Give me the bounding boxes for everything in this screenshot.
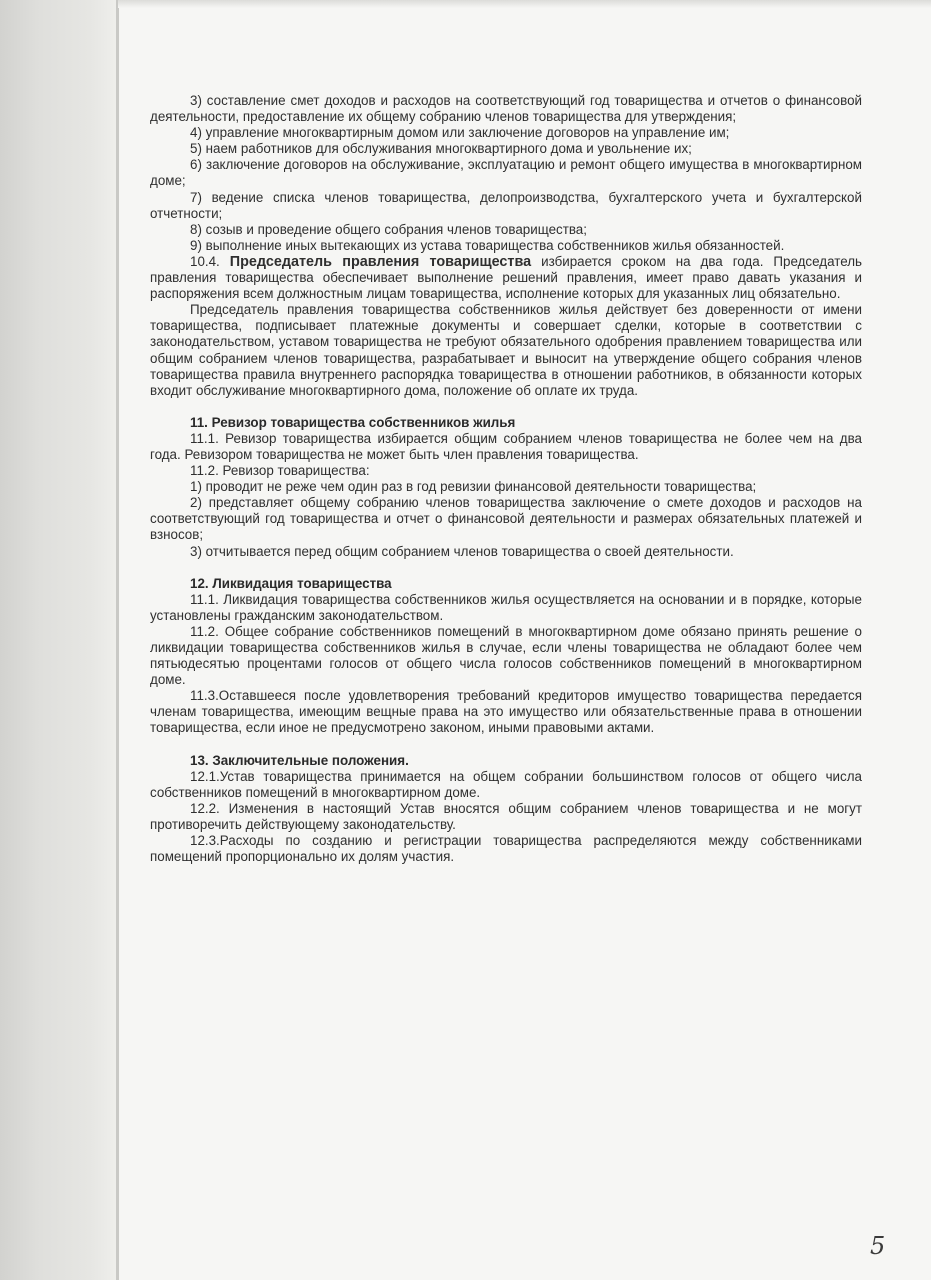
previous-page-edge xyxy=(116,0,119,1280)
item-11-2-1: 1) проводит не реже чем один раз в год ревизии финансовой деятельности товарищества; xyxy=(190,479,757,495)
item-10-3-4: 4) управление многоквартирным домом или заключение договоров на управление им; xyxy=(190,125,730,141)
item-10-3-9: 9) выполнение иных вытекающих из устава товарищества собственников жилья обязанностей. xyxy=(190,237,785,253)
binding-shadow xyxy=(0,0,118,1280)
clause-10-4-text: избирается сроком на два года. Председатель правления товарищества обеспечивает выполнение решений правления, имеет право давать указания и распоряжения всем должностным лицам товарищества, исполнение которых для указанных лиц обязательно. xyxy=(150,253,862,302)
item-10-3-7: 7) ведение списка членов товарищества, делопроизводства, бухгалтерского учета и бухгалтерской отчетности; xyxy=(150,189,862,221)
clause-11-1: 11.1. Ревизор товарищества избирается общим собранием членов товарищества не более чем на два года. Ревизором товарищества не может быть член правления товарищества. xyxy=(150,430,862,462)
clause-10-4-para2: Председатель правления товарищества собственников жилья действует без доверенности от имени товарищества, подписывает платежные документы и совершает сделки, которые в соответствии с законодательством, уставом товарищества не требуют обязательного одобрения правлением товарищества или общим собранием членов товарищества, разрабатывает и выносит на утверждение общего собрания членов товарищества правила внутреннего распорядка товарищества в отношении работников, в обязанности которых входит обслуживание многоквартирного дома, положение об оплате их труда. xyxy=(150,302,862,398)
clause-11-2: 11.2. Ревизор товарищества: xyxy=(190,463,370,479)
clause-10-4 xyxy=(150,254,862,302)
clause-10-4-number: 10.4. xyxy=(190,253,220,269)
item-10-3-5: 5) наем работников для обслуживания многоквартирного дома и увольнение их; xyxy=(190,141,692,157)
clause-13-3: 12.3.Расходы по созданию и регистрации товарищества распределяются между собственниками помещений пропорционально их долям участия. xyxy=(150,833,862,865)
clause-13-1: 12.1.Устав товарищества принимается на общем собрании большинством голосов от общего числа собственников помещений в многоквартирном доме. xyxy=(150,768,862,800)
clause-10-4-lead: Председатель правления товарищества xyxy=(229,253,532,270)
item-11-2-2: 2) представляет общему собранию членов товарищества заключение о смете доходов и расходов на соответствующий год товарищества и отчет о финансовой деятельности и размерах обязательных платежей и взносов; xyxy=(150,495,862,543)
section-11-heading: 11. Ревизор товарищества собственников жилья xyxy=(190,414,516,430)
top-shadow xyxy=(118,0,931,8)
clause-13-2: 12.2. Изменения в настоящий Устав вносятся общим собранием членов товарищества и не могут противоречить действующему законодательству. xyxy=(150,800,862,832)
clause-12-1: 11.1. Ликвидация товарищества собственников жилья осуществляется на основании и в порядке, которые установлены гражданским законодательством. xyxy=(150,591,862,623)
page-number: 5 xyxy=(870,1232,886,1260)
item-10-3-6: 6) заключение договоров на обслуживание, эксплуатацию и ремонт общего имущества в многоквартирном доме; xyxy=(150,157,862,189)
document-body xyxy=(150,93,862,865)
item-11-2-3: 3) отчитывается перед общим собранием членов товарищества о своей деятельности. xyxy=(190,543,734,559)
clause-12-3: 11.3.Оставшееся после удовлетворения требований кредиторов имущество товарищества передается членам товарищества, имеющим вещные права на это имущество или обязательственные права в отношении товарищества, если иное не предусмотрено законом, иными правовыми актами. xyxy=(150,688,862,736)
item-10-3-8: 8) созыв и проведение общего собрания членов товарищества; xyxy=(190,221,587,237)
section-13-heading: 13. Заключительные положения. xyxy=(190,752,409,768)
clause-12-2: 11.2. Общее собрание собственников помещений в многоквартирном доме обязано принять решение о ликвидации товарищества собственников жилья в случае, если члены товарищества не обладают более чем пятьюдесятью процентами голосов от общего числа голосов собственников помещений в многоквартирном доме. xyxy=(150,623,862,688)
item-10-3-3: 3) составление смет доходов и расходов на соответствующий год товарищества и отчетов о финансовой деятельности, предоставление их общему собранию членов товарищества для утверждения; xyxy=(150,93,862,125)
section-12-heading: 12. Ликвидация товарищества xyxy=(190,575,392,591)
